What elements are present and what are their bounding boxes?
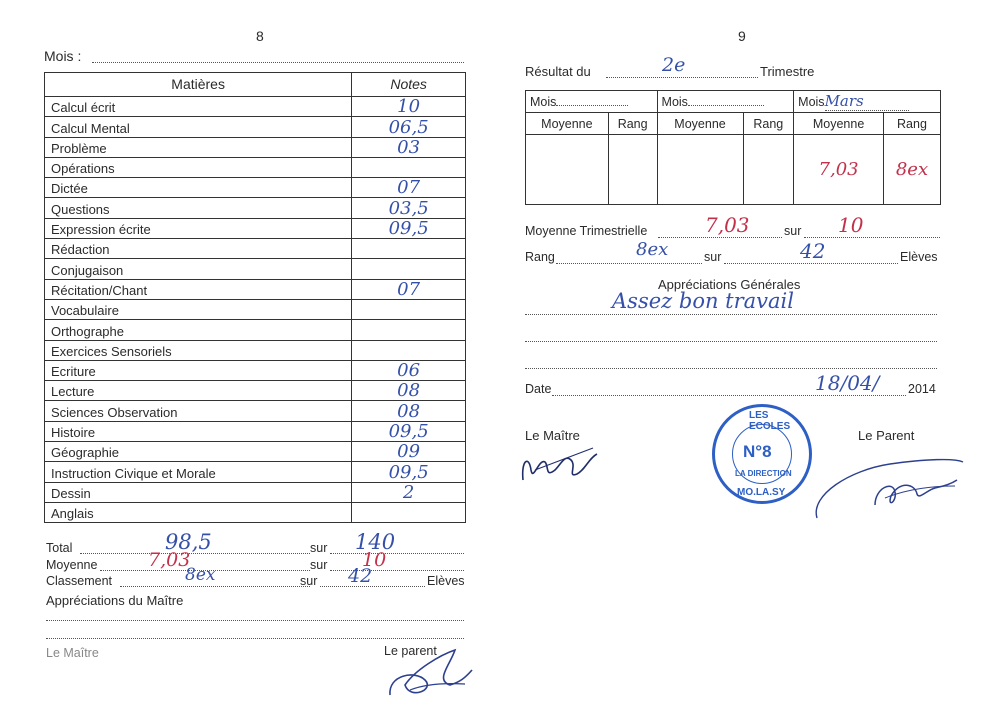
- parent-label-left: Le parent: [384, 644, 437, 658]
- grades-table: [44, 72, 466, 523]
- subject-note: 09: [352, 442, 466, 462]
- classement-max: 42: [348, 565, 373, 587]
- table-row: [45, 97, 466, 117]
- parent-label-right: Le Parent: [858, 428, 915, 443]
- subject-name: Rédaction: [45, 239, 352, 259]
- subject-name: Conjugaison: [45, 259, 352, 279]
- subject-name: Problème: [45, 137, 352, 157]
- subject-name: Questions: [45, 198, 352, 218]
- subject-note: 09,5: [352, 218, 466, 238]
- subject-name: Exercices Sensoriels: [45, 340, 352, 360]
- resultat-label: Résultat du: [525, 64, 591, 79]
- table-row: [45, 381, 466, 401]
- subject-note: 06,5: [352, 117, 466, 137]
- table-row: [45, 462, 466, 482]
- appreciation-general-line-1: [525, 314, 937, 315]
- moyenne-trim-label: Moyenne Trimestrielle: [525, 224, 648, 238]
- moyenne-value: 7,03: [148, 549, 191, 571]
- subject-name: Anglais: [45, 502, 352, 522]
- subject-note: 07: [352, 178, 466, 198]
- month-line: [92, 62, 464, 63]
- subjects-header: Matières: [45, 73, 352, 97]
- date-value: 18/04/: [815, 371, 880, 395]
- total-sur: sur: [310, 541, 328, 555]
- sub-header: Rang: [608, 113, 657, 135]
- table-row: [45, 340, 466, 360]
- table-row: [45, 178, 466, 198]
- month-cell: [608, 135, 657, 205]
- table-row: [45, 157, 466, 177]
- appreciation-line-2: [46, 638, 464, 639]
- table-row: [45, 421, 466, 441]
- rang-max-line: [724, 263, 898, 264]
- subject-note: [352, 502, 466, 522]
- appreciation-general-line-2: [525, 341, 937, 342]
- rang-value: 8ex: [636, 239, 669, 260]
- rang-sur: sur: [704, 250, 722, 264]
- trimestre-value: 2e: [662, 54, 686, 76]
- total-max-line: [330, 553, 464, 554]
- month-cell: 7,03: [794, 135, 884, 205]
- date-line: [552, 395, 906, 396]
- moyenne-label: Moyenne: [46, 558, 98, 572]
- classement-sur: sur: [300, 574, 318, 588]
- moyenne-trim-line: [658, 237, 782, 238]
- subject-name: Sciences Observation: [45, 401, 352, 421]
- appreciations-maitre-label: Appréciations du Maître: [46, 593, 184, 608]
- subject-note: 08: [352, 401, 466, 421]
- subject-note: 09,5: [352, 462, 466, 482]
- classement-eleves: Elèves: [427, 574, 465, 588]
- subject-name: Opérations: [45, 157, 352, 177]
- subject-name: Histoire: [45, 421, 352, 441]
- subject-note: 2: [352, 482, 466, 502]
- subject-name: Instruction Civique et Morale: [45, 462, 352, 482]
- subject-note: 03,5: [352, 198, 466, 218]
- table-row: [45, 502, 466, 522]
- subject-note: 08: [352, 381, 466, 401]
- subject-note: 10: [352, 97, 466, 117]
- subject-note: [352, 239, 466, 259]
- month-1-label: Mois: [530, 95, 557, 109]
- stamp-bottom-text: MO.LA.SY: [737, 487, 786, 498]
- table-row: [45, 137, 466, 157]
- table-row: [45, 259, 466, 279]
- moyenne-trim-sur: sur: [784, 224, 802, 238]
- subject-name: Récitation/Chant: [45, 279, 352, 299]
- sub-header: Rang: [743, 113, 794, 135]
- month-1-header: [526, 91, 658, 113]
- table-row: [45, 299, 466, 319]
- classement-max-line: [320, 586, 425, 587]
- subject-name: Vocabulaire: [45, 299, 352, 319]
- subject-name: Orthographe: [45, 320, 352, 340]
- appreciation-general-line-3: [525, 368, 937, 369]
- maitre-label-left: Le Maître: [46, 646, 99, 660]
- parent-signature-right: [805, 450, 970, 530]
- maitre-label-right: Le Maître: [525, 428, 580, 443]
- table-row: [45, 401, 466, 421]
- month-cell: [743, 135, 794, 205]
- subject-note: [352, 340, 466, 360]
- subject-name: Lecture: [45, 381, 352, 401]
- appreciations-generales-label: Appréciations Générales: [658, 277, 801, 292]
- table-row: [45, 218, 466, 238]
- month-2-header: [657, 91, 794, 113]
- month-label: Mois :: [44, 48, 82, 64]
- rang-max: 42: [800, 239, 826, 263]
- moyenne-trim-max-line: [804, 237, 940, 238]
- classement-value: 8ex: [185, 565, 216, 585]
- month-3-value: Mars: [825, 92, 909, 111]
- page-number-left: 8: [256, 28, 264, 44]
- subject-name: Ecriture: [45, 360, 352, 380]
- stamp-number: N°8: [743, 442, 772, 461]
- month-cell: [526, 135, 609, 205]
- date-year: 2014: [908, 382, 936, 396]
- table-row: [45, 279, 466, 299]
- notes-header: Notes: [352, 73, 466, 97]
- subject-note: [352, 320, 466, 340]
- subject-note: 03: [352, 137, 466, 157]
- trimestre-line: [606, 77, 758, 78]
- subject-name: Expression écrite: [45, 218, 352, 238]
- subject-note: 09,5: [352, 421, 466, 441]
- sub-header: Moyenne: [794, 113, 884, 135]
- page-number-right: 9: [738, 28, 746, 44]
- month-cell: 8ex: [883, 135, 940, 205]
- appreciation-text: Assez bon travail: [612, 289, 794, 313]
- subject-note: 06: [352, 360, 466, 380]
- moyenne-max: 10: [362, 549, 387, 571]
- subject-note: 07: [352, 279, 466, 299]
- total-max: 140: [355, 530, 396, 554]
- moyenne-trim-value: 7,03: [705, 213, 750, 237]
- rang-line: [556, 263, 702, 264]
- appreciation-line-1: [46, 620, 464, 621]
- classement-line: [120, 586, 310, 587]
- moyenne-sur: sur: [310, 558, 328, 572]
- stamp-top-text: LES ECOLES: [749, 410, 791, 432]
- table-row: [45, 360, 466, 380]
- table-row: [45, 442, 466, 462]
- table-row: [45, 482, 466, 502]
- subject-note: [352, 259, 466, 279]
- subject-note: [352, 157, 466, 177]
- stamp-middle-text: LA DIRECTION: [735, 469, 792, 478]
- sub-header: Rang: [883, 113, 940, 135]
- table-row: [45, 117, 466, 137]
- month-3-label: Mois: [798, 95, 825, 109]
- table-row: [45, 320, 466, 340]
- moyenne-trim-max: 10: [838, 213, 864, 237]
- rang-eleves: Elèves: [900, 250, 938, 264]
- subject-note: [352, 299, 466, 319]
- month-2-label: Mois: [661, 95, 688, 109]
- month-3-header: [794, 91, 941, 113]
- rang-label: Rang: [525, 250, 555, 264]
- sub-header: Moyenne: [657, 113, 743, 135]
- sub-header: Moyenne: [526, 113, 609, 135]
- subject-name: Dessin: [45, 482, 352, 502]
- total-value: 98,5: [165, 530, 212, 554]
- subject-name: Calcul Mental: [45, 117, 352, 137]
- parent-signature-left: [380, 640, 480, 705]
- subject-name: Calcul écrit: [45, 97, 352, 117]
- table-row: [45, 198, 466, 218]
- maitre-signature: [515, 440, 605, 488]
- trimestre-label: Trimestre: [760, 64, 815, 79]
- date-label: Date: [525, 382, 552, 396]
- classement-label: Classement: [46, 574, 112, 588]
- month-cell: [657, 135, 743, 205]
- subject-name: Géographie: [45, 442, 352, 462]
- school-stamp: [712, 404, 812, 504]
- subject-name: Dictée: [45, 178, 352, 198]
- months-table: [525, 90, 941, 205]
- table-row: [45, 239, 466, 259]
- total-label: Total: [46, 541, 73, 555]
